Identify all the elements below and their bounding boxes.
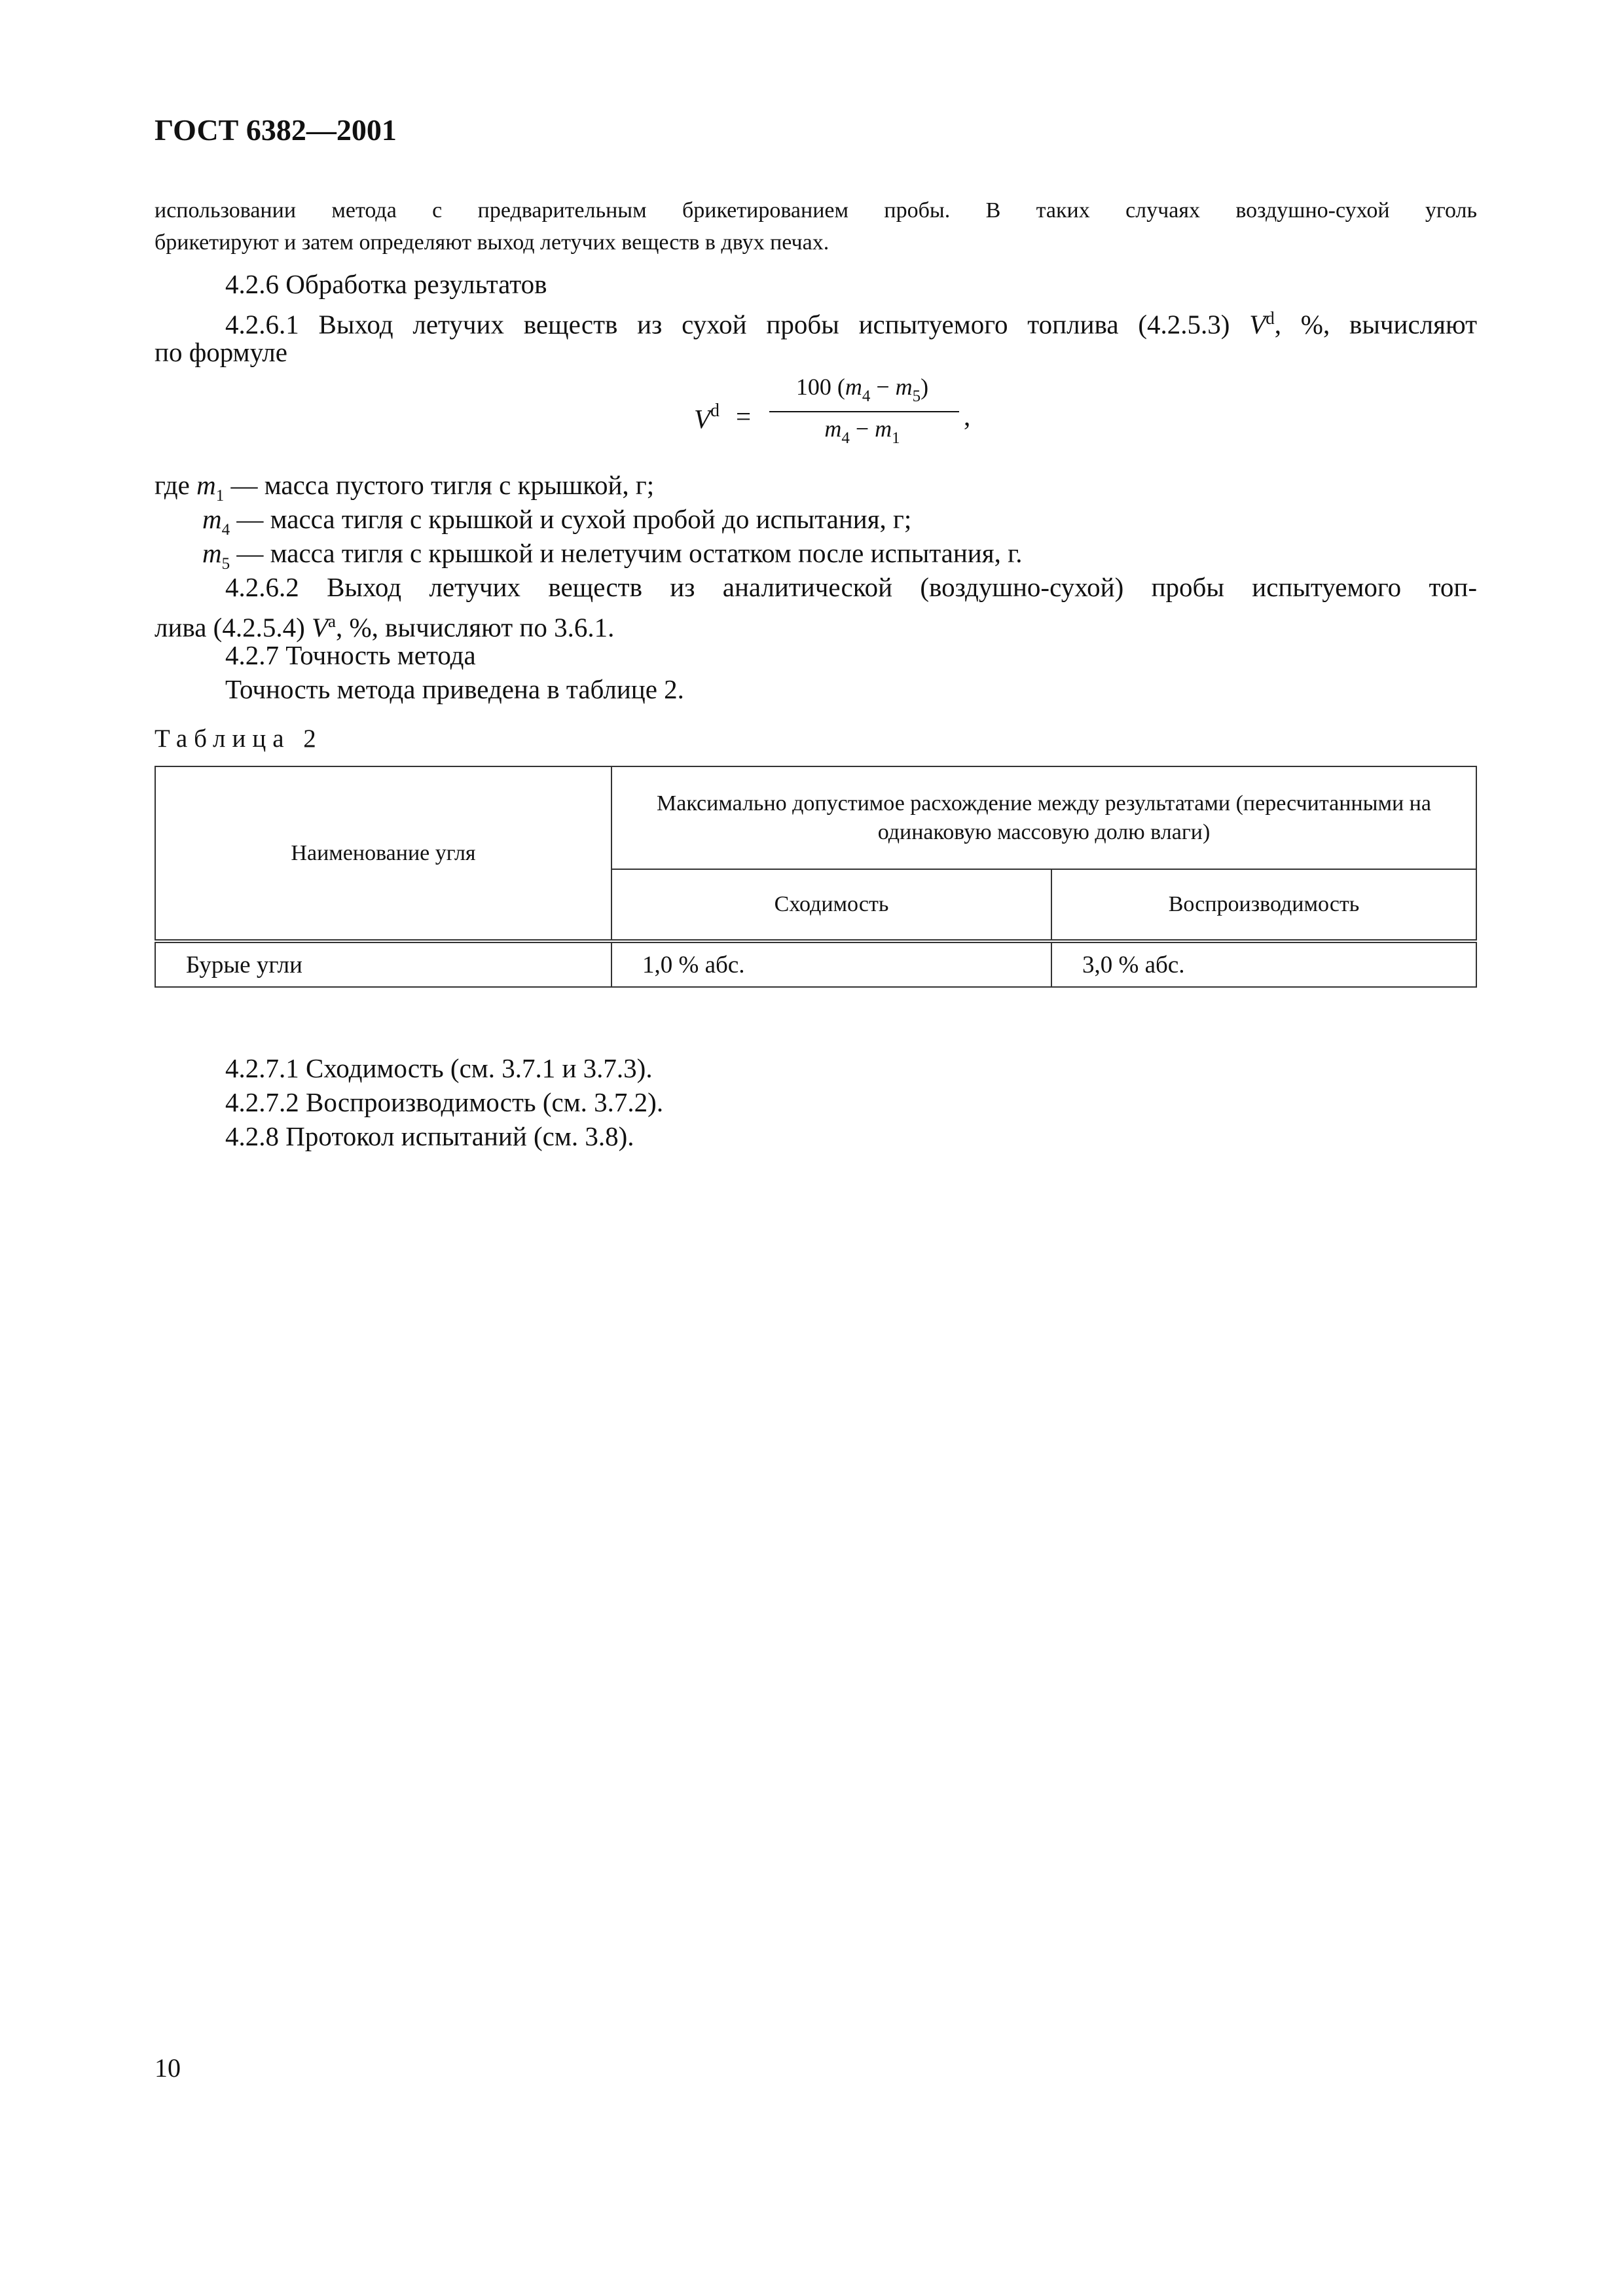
- document-header-title: ГОСТ 6382—2001: [155, 113, 397, 147]
- header-reproducibility: Воспроизводимость: [1051, 869, 1476, 941]
- precision-table: [155, 766, 1477, 988]
- formula-numerator: 100 $(m_4 - m_5)$: [795, 374, 929, 405]
- formula-lhs: $V^d$: [694, 401, 720, 434]
- ref-4-2-7-2: 4.2.7.2 Воспроизводимость (см. 3.7.2).: [225, 1087, 664, 1117]
- intro-line-1: использовании метода с предварительным брикетированием пробы. В таких случаях воздушно-сухой уголь: [155, 198, 1477, 223]
- section-4-2-6-2-line-2: лива (4.2.5.4) $V^a$, %, вычисляют по 3.6.1.: [155, 611, 615, 643]
- section-4-2-6-title: 4.2.6 Обработка результатов: [225, 269, 547, 299]
- definition-m5: $m_5$ — масса тигля с крышкой и нелетучим остатком после испытания, г.: [202, 538, 1023, 573]
- formula-comma: ,: [964, 401, 971, 431]
- section-4-2-7-text: Точность метода приведена в таблице 2.: [225, 674, 684, 704]
- cell-coal-name: Бурые угли: [155, 941, 611, 987]
- table-caption: Таблица 2: [155, 725, 323, 753]
- ref-4-2-7-1: 4.2.7.1 Сходимость (см. 3.7.1 и 3.7.3).: [225, 1053, 653, 1083]
- section-4-2-6-1-line-1: 4.2.6.1 Выход летучих веществ из сухой пробы испытуемого топлива (4.2.5.3) $V^d$, %, вычисляют: [225, 308, 1478, 340]
- cell-reproducibility: 3,0 % абс.: [1051, 941, 1476, 987]
- section-4-2-6-1-line-2: по формуле: [155, 337, 287, 367]
- header-repeatability: Сходимость: [611, 869, 1051, 941]
- header-max-discrepancy: Максимально допустимое расхождение между результатами (пересчитанными на одинаковую массовую долю влаги): [611, 766, 1476, 869]
- page-number: 10: [155, 2053, 181, 2083]
- volatile-matter-formula: [694, 373, 971, 465]
- formula-equals: =: [736, 401, 752, 431]
- intro-line-2: брикетируют и затем определяют выход летучих веществ в двух печах.: [155, 230, 830, 255]
- formula-denominator: $m_4 - m_1$: [824, 416, 900, 447]
- header-coal-name: Наименование угля: [155, 766, 611, 941]
- ref-4-2-8: 4.2.8 Протокол испытаний (см. 3.8).: [225, 1121, 634, 1151]
- formula-fraction-bar: [769, 411, 959, 412]
- table-row: [155, 941, 1476, 987]
- cell-repeatability: 1,0 % абс.: [611, 941, 1051, 987]
- definition-m1: где $m_1$ — масса пустого тигля с крышкой, г;: [155, 470, 655, 505]
- section-4-2-7-title: 4.2.7 Точность метода: [225, 640, 476, 670]
- definition-m4: $m_4$ — масса тигля с крышкой и сухой пробой до испытания, г;: [202, 504, 912, 539]
- section-4-2-6-2-line-1: 4.2.6.2 Выход летучих веществ из аналитической (воздушно-сухой) пробы испытуемого топ-: [225, 572, 1477, 602]
